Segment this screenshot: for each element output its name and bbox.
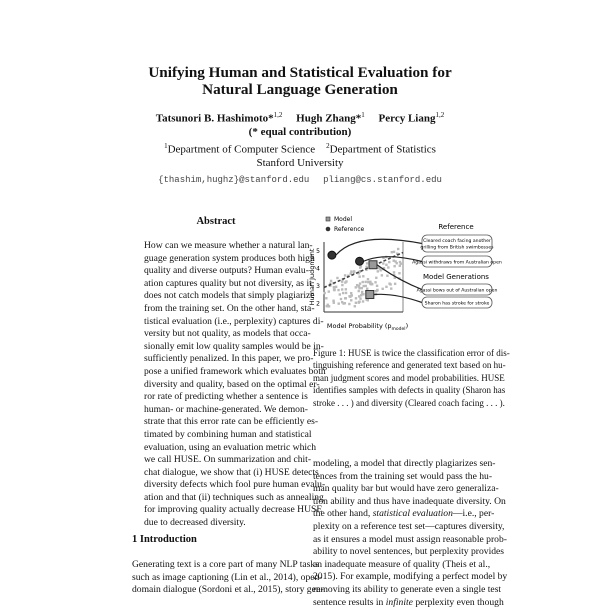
scatter-point xyxy=(393,260,395,262)
scatter-point xyxy=(388,261,390,263)
text-line: evaluation, using an evaluation metric which xyxy=(144,441,317,453)
text-line: quality and diverse outputs? Human evalu- xyxy=(144,265,309,277)
scatter-point xyxy=(381,288,383,290)
author-name: Tatsunori B. Hashimoto* xyxy=(155,112,274,125)
text-line: for improving quality actually decrease HUSE xyxy=(144,504,323,516)
author-block xyxy=(0,109,600,187)
university: Stanford University xyxy=(256,157,344,170)
text-line: does not catch models that simply plagiarize xyxy=(144,290,315,302)
text-line: chat dialogue, we show that (i) HUSE detects xyxy=(144,466,319,478)
y-tick-label: 4 xyxy=(316,265,320,273)
text-line: diversity defects which fool pure human evalu- xyxy=(144,479,326,491)
title-line: Unifying Human and Statistical Evaluation for xyxy=(148,64,452,81)
text-line: ation captures quality but not diversity, as it xyxy=(144,277,312,289)
paper-title xyxy=(0,64,600,98)
scatter-point xyxy=(340,298,342,300)
text-line: human- or machine-generated. We demon- xyxy=(144,403,308,415)
abstract-heading: Abstract xyxy=(196,216,236,227)
scatter-point xyxy=(382,262,384,264)
scatter-point xyxy=(369,281,371,283)
scatter-point xyxy=(345,297,347,299)
scatter-point xyxy=(345,292,347,294)
scatter-point xyxy=(354,305,356,307)
text-line: as it ensures a model must assign reasonable prob- xyxy=(313,533,507,545)
scatter-point xyxy=(361,293,363,295)
scatter-point xyxy=(377,270,379,272)
text-line: tinguishing reference and generated text based on hu- xyxy=(313,360,506,371)
scatter-point xyxy=(362,281,364,283)
text-line: modeling, a model that directly plagiarizes sen- xyxy=(313,458,496,469)
reference-point xyxy=(328,251,336,259)
callout-text: Agassi withdraws from Australian open xyxy=(412,260,502,266)
scatter-point xyxy=(338,302,340,304)
text-line: sentence results in infinite perplexity even though xyxy=(313,596,504,608)
scatter-point xyxy=(336,277,338,279)
text-line: from the training set. On the other hand, sta- xyxy=(144,302,315,314)
scatter-point xyxy=(323,292,325,294)
scatter-point xyxy=(339,293,341,295)
figure-caption xyxy=(313,347,510,409)
text-line: timated by combining human and statistical xyxy=(144,428,312,440)
scatter-point xyxy=(355,286,357,288)
scatter-point xyxy=(358,290,360,292)
scatter-point xyxy=(393,251,395,253)
scatter-point xyxy=(367,278,369,280)
scatter-point xyxy=(355,302,357,304)
y-axis-label: Human Judgment xyxy=(308,248,316,306)
scatter-point xyxy=(355,297,357,299)
text-line: guage generation system produces both high xyxy=(144,252,315,264)
affiliations xyxy=(0,140,600,157)
affil-sup: 1 xyxy=(164,141,168,150)
scatter-point xyxy=(330,280,332,282)
scatter-point xyxy=(364,281,366,283)
scatter-point xyxy=(358,301,360,303)
text-line: tion ability and thus have inadequate diversity. On xyxy=(313,495,506,507)
callout-text: grilling from British swimbosses xyxy=(420,245,494,251)
text-line: identifies samples with defects in quality (Sharon has xyxy=(313,385,506,396)
scatter-point xyxy=(362,285,364,287)
legend-model-label: Model xyxy=(334,216,353,223)
text-line: due to decreased diversity. xyxy=(144,517,246,529)
text-line: Figure 1: HUSE is twice the classification error of dis- xyxy=(313,348,510,358)
scatter-point xyxy=(391,251,393,253)
text-line: pose a unified framework which evaluates both xyxy=(144,365,326,377)
author-sup: 1,2 xyxy=(435,111,445,119)
scatter-point xyxy=(386,275,388,277)
text-line: ation and that (ii) techniques such as annealing xyxy=(144,491,324,503)
scatter-point xyxy=(385,286,387,288)
introduction-body xyxy=(132,559,324,597)
scatter-point xyxy=(344,274,346,276)
right-column-body xyxy=(313,458,508,609)
scatter-point xyxy=(371,283,373,285)
scatter-point xyxy=(366,262,368,264)
y-tick-label: 2 xyxy=(316,300,320,308)
scatter-point xyxy=(366,288,368,290)
equal-contribution: (* equal contribution) xyxy=(248,126,352,139)
scatter-point xyxy=(365,285,367,287)
scatter-point xyxy=(333,286,335,288)
callout-text: Agassi bows out of Australian open xyxy=(416,288,498,294)
figure-1 xyxy=(308,212,502,347)
scatter-point xyxy=(376,285,378,287)
scatter-point xyxy=(399,261,401,263)
email[interactable]: pliang@cs.stanford.edu xyxy=(323,174,442,185)
scatter-point xyxy=(362,275,364,277)
legend-reference-marker xyxy=(326,227,331,232)
scatter-point xyxy=(379,269,381,271)
scatter-point xyxy=(394,283,396,285)
author-sup: 1,2 xyxy=(273,111,283,119)
text-line: such as image captioning (Lin et al., 2014), open- xyxy=(132,571,323,583)
scatter-point xyxy=(328,290,330,292)
x-axis-label: Model Probability $(p_{model})$ xyxy=(326,322,409,332)
scatter-point xyxy=(358,287,360,289)
text-line: Generating text is a core part of many NLP tasks xyxy=(132,559,319,570)
scatter-point xyxy=(375,277,377,279)
scatter-point xyxy=(362,300,364,302)
scatter-point xyxy=(358,275,360,277)
text-line: tistical evaluation (i.e., perplexity) captures di- xyxy=(144,315,324,327)
scatter-point xyxy=(385,264,387,266)
legend-reference-label: Reference xyxy=(334,226,365,233)
text-line: tences from the training set would pass the hu- xyxy=(313,470,493,482)
scatter-point xyxy=(393,265,395,267)
y-tick-label: 5 xyxy=(316,247,320,255)
scatter-point xyxy=(345,288,347,290)
text-line: an inadequate measure of quality (Theis et al., xyxy=(313,558,491,570)
scatter-point xyxy=(341,288,343,290)
text-line: the other hand, statistical evaluation—i.e., per- xyxy=(313,508,495,520)
text-line: sufficiently penalized. In this paper, we pro- xyxy=(144,353,314,365)
text-line: ability to novel sentences, but perplexity provides xyxy=(313,546,505,558)
scatter-point xyxy=(325,297,327,299)
scatter-point xyxy=(344,281,346,283)
scatter-point xyxy=(341,284,343,286)
scatter-point xyxy=(361,291,363,293)
scatter-point xyxy=(396,262,398,264)
text-line: diversity and quality, based on the optimal er- xyxy=(144,378,320,390)
affiliation: Department of Computer Science xyxy=(167,143,316,156)
text-line: man quality bar but would have zero generaliza- xyxy=(313,483,499,495)
text-line: strate that this error rate can be efficiently es- xyxy=(144,416,319,428)
callout-arrow xyxy=(336,239,422,255)
text-line: stroke . . . ) and diversity (Cleared coach facing . . . ). xyxy=(313,397,505,408)
legend-model-marker xyxy=(326,217,330,221)
scatter-point xyxy=(341,280,343,282)
scatter-point xyxy=(381,274,383,276)
scatter-point xyxy=(359,282,361,284)
author-sup: 1 xyxy=(361,111,365,119)
scatter-point xyxy=(397,248,399,250)
callout-header-reference: Reference xyxy=(438,223,474,231)
scatter-point xyxy=(350,292,352,294)
affiliation: Department of Statistics xyxy=(329,143,436,156)
scatter-point xyxy=(333,289,335,291)
scatter-point xyxy=(348,303,350,305)
model-point xyxy=(369,261,377,269)
text-line: domain dialogue (Sordoni et al., 2015), story gen- xyxy=(132,584,324,596)
author-name: Hugh Zhang* xyxy=(296,112,362,125)
scatter-point xyxy=(390,287,392,289)
y-tick-label: 3 xyxy=(316,282,320,290)
scatter-point xyxy=(393,271,395,273)
text-line: plexity on a reference test set—captures diversity, xyxy=(313,520,505,532)
scatter-point xyxy=(337,289,339,291)
scatter-point xyxy=(399,265,401,267)
scatter-point xyxy=(342,302,344,304)
scatter-point xyxy=(398,272,400,274)
scatter-point xyxy=(342,292,344,294)
scatter-point xyxy=(353,271,355,273)
scatter-point xyxy=(359,297,361,299)
text-line: man judgment scores and model probabilities. HUSE xyxy=(313,372,505,383)
scatter-point xyxy=(376,289,378,291)
text-line: How can we measure whether a natural lan- xyxy=(144,240,313,251)
model-point xyxy=(366,291,374,299)
text-line: 2015). For example, modifying a perfect model by xyxy=(313,571,508,583)
reference-point xyxy=(356,257,364,265)
email[interactable]: {thashim,hughz}@stanford.edu xyxy=(158,174,310,185)
text-line: we call HUSE. On summarization and chit- xyxy=(144,454,312,466)
text-line: versity but not quality, as models that occa- xyxy=(144,328,311,340)
callout-text: Sharon has stroke for stroke xyxy=(424,301,490,307)
author-names xyxy=(0,109,600,126)
scatter-point xyxy=(350,299,352,301)
scatter-point xyxy=(335,286,337,288)
scatter-point xyxy=(349,296,351,298)
scatter-point xyxy=(374,281,376,283)
text-line: removing its ability to generate even a single test xyxy=(313,583,502,595)
callout-header-model: Model Generations xyxy=(423,273,489,281)
callout-arrow xyxy=(374,294,422,302)
title-line: Natural Language Generation xyxy=(202,81,398,98)
author-name: Percy Liang xyxy=(378,112,436,125)
scatter-point xyxy=(361,287,363,289)
text-line: ror rate of predicting whether a sentence is xyxy=(144,391,308,403)
scatter-point xyxy=(333,302,335,304)
scatter-point xyxy=(326,305,328,307)
callout-text: Cleared coach facing another xyxy=(423,239,491,244)
introduction-heading: 1 Introduction xyxy=(132,534,197,545)
scatter-point xyxy=(350,270,352,272)
scatter-point xyxy=(388,282,390,284)
scatter-point xyxy=(387,266,389,268)
affil-sup: 2 xyxy=(326,141,330,150)
text-line: sionally emit low quality samples would be in- xyxy=(144,340,324,352)
